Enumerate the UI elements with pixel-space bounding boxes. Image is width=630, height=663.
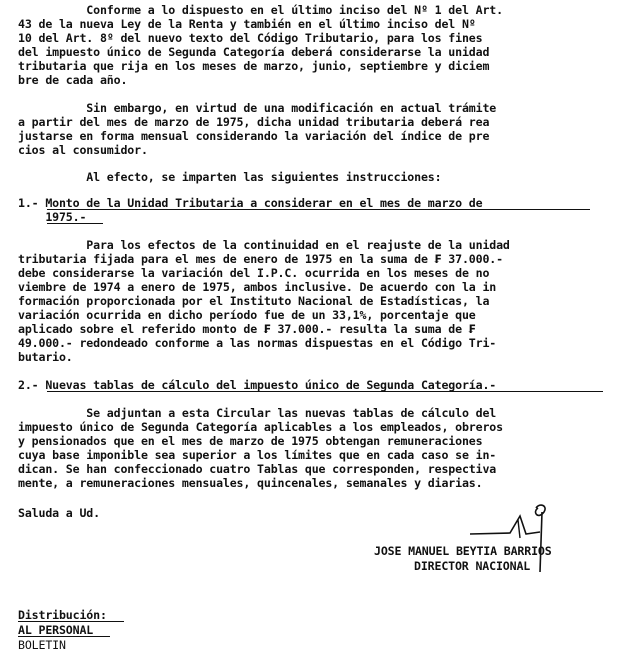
paragraph-line: cuya base imponible sea superior a los límites que en cada caso se in- bbox=[18, 448, 497, 462]
paragraph-line: 10 del Art. 8º del nuevo texto del Código Tributario, para los fines bbox=[18, 31, 483, 45]
heading-underline bbox=[47, 209, 590, 210]
distribution-item: BOLETIN bbox=[18, 638, 66, 652]
paragraph-3: Al efecto, se imparten las siguientes instrucciones: bbox=[18, 170, 442, 184]
paragraph-line: justarse en forma mensual considerando la variación del índice de pre bbox=[18, 129, 490, 143]
paragraph-line: tributaria fijada para el mes de enero de 1975 en la suma de ₣ 37.000.- bbox=[18, 252, 503, 266]
paragraph-line: tributaria que rija en los meses de marzo, junio, septiembre y diciem bbox=[18, 59, 490, 73]
paragraph-line: butario. bbox=[18, 350, 73, 364]
paragraph-line: 43 de la nueva Ley de la Renta y también en el último inciso del Nº bbox=[18, 17, 476, 31]
paragraph-line: a partir del mes de marzo de 1975, dicha unidad tributaria deberá rea bbox=[18, 115, 490, 129]
paragraph-line: formación proporcionada por el Instituto Nacional de Estadísticas, la bbox=[18, 294, 490, 308]
signatory-name: JOSE MANUEL BEYTIA BARRIOS bbox=[374, 544, 552, 558]
distribution-label: Distribución: bbox=[18, 608, 107, 622]
paragraph-line: Para los efectos de la continuidad en el reajuste de la unidad bbox=[18, 238, 510, 252]
paragraph-line: viembre de 1974 a enero de 1975, ambos inclusive. De acuerdo con la in bbox=[18, 280, 497, 294]
paragraph-line: Conforme a lo dispuesto en el último inciso del Nº 1 del Art. bbox=[18, 3, 503, 17]
section-heading-line: 1975.- bbox=[18, 210, 87, 224]
paragraph-line: debe considerarse la variación del I.P.C. ocurrida en los meses de no bbox=[18, 266, 490, 280]
paragraph-line: 49.000.- redondeado conforme a las normas dispuestas en el Código Tri- bbox=[18, 336, 497, 350]
distribution-item-underline bbox=[18, 636, 110, 637]
paragraph-line: Sin embargo, en virtud de una modificación en actual trámite bbox=[18, 101, 497, 115]
distribution-underline bbox=[18, 621, 124, 622]
section-heading-line: 1.- Monto de la Unidad Tributaria a considerar en el mes de marzo de bbox=[18, 196, 483, 210]
paragraph-line: variación ocurrida en dicho período fue de un 33,1%, porcentaje que bbox=[18, 308, 476, 322]
paragraph-line: cios al consumidor. bbox=[18, 143, 148, 157]
paragraph-line: bre de cada año. bbox=[18, 73, 128, 87]
paragraph-line: y pensionados que en el mes de marzo de 1975 obtengan remuneraciones bbox=[18, 434, 483, 448]
paragraph-line: del impuesto único de Segunda Categoría deberá considerarse la unidad bbox=[18, 45, 490, 59]
paragraph-line: aplicado sobre el referido monto de ₣ 37.000.- resulta la suma de ₣ bbox=[18, 322, 476, 336]
salutation: Saluda a Ud. bbox=[18, 506, 100, 520]
signatory-title: DIRECTOR NACIONAL bbox=[414, 559, 531, 573]
heading-underline bbox=[47, 223, 103, 224]
paragraph-line: impuesto único de Segunda Categoría aplicables a los empleados, obreros bbox=[18, 420, 503, 434]
paragraph-line: Se adjuntan a esta Circular las nuevas tablas de cálculo del bbox=[18, 406, 497, 420]
section-heading-line: 2.- Nuevas tablas de cálculo del impuesto único de Segunda Categoría.- bbox=[18, 378, 497, 392]
paragraph-line: mente, a remuneraciones mensuales, quincenales, semanales y diarias. bbox=[18, 476, 483, 490]
heading-underline bbox=[47, 391, 603, 392]
paragraph-line: dican. Se han confeccionado cuatro Tablas que corresponden, respectiva bbox=[18, 462, 497, 476]
distribution-item: AL PERSONAL bbox=[18, 623, 94, 637]
